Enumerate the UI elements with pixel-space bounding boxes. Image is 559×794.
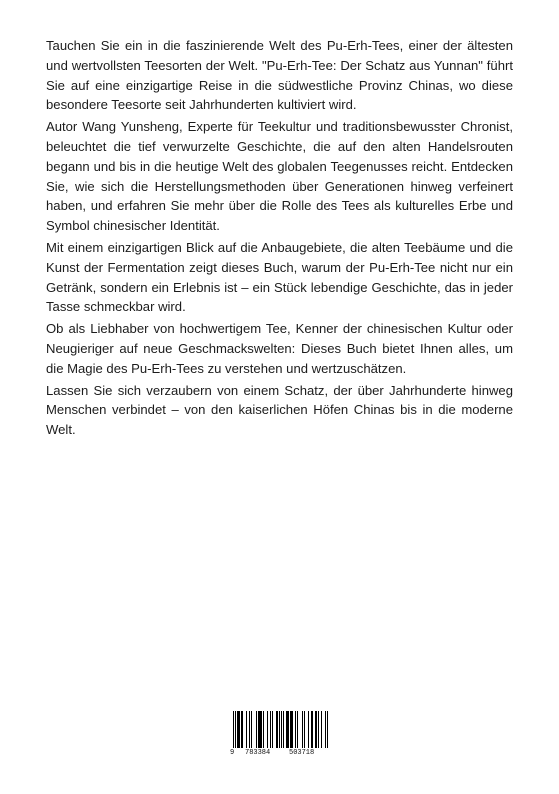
barcode-bar (311, 711, 312, 749)
barcode-bar (259, 711, 260, 749)
isbn-prefix: 9 (230, 749, 235, 757)
isbn-group-2: 503718 (289, 749, 315, 757)
barcode-bar (308, 711, 309, 749)
barcode-bar (246, 711, 247, 749)
barcode-bar (287, 711, 288, 749)
barcode-bar (241, 711, 242, 749)
barcode-bar (261, 711, 262, 749)
barcode-bar (272, 711, 273, 749)
isbn-barcode (229, 711, 330, 759)
barcode-bar (239, 711, 240, 749)
barcode-bar (242, 711, 243, 749)
barcode-bar (260, 711, 261, 749)
barcode-bar (258, 711, 259, 749)
barcode-bar (283, 711, 284, 749)
isbn-number (229, 748, 330, 759)
barcode-bar (316, 711, 317, 749)
barcode-bar (297, 711, 298, 749)
description-paragraph-4: Ob als Liebhaber von hochwertigem Tee, Kenner der chinesischen Kultur oder Neugieriger auf neue Geschmackswelten: Dieses Buch bietet Ihnen alles, um die Magie des Pu-Erh-Tees zu verstehen und wertzuschätzen. (46, 321, 513, 376)
barcode-bar (295, 711, 296, 749)
barcode-bar (267, 711, 268, 749)
description-paragraph-2: Autor Wang Yunsheng, Experte für Teekultur und traditionsbewusster Chronist, beleuchtet die tief verwurzelte Geschichte, die auf den alten Handelsrouten begann und bis in die heutige Welt des globalen Teegenusses reicht. Entdecken Sie, wie sich die Herstellungsmethoden über Generationen hinweg verfeinert haben, und erfahren Sie mehr über die Rolle des Tees als kulturelles Erbe und Symbol chinesischer Identität. (46, 119, 513, 234)
barcode-bar (315, 711, 316, 749)
barcode-bar (291, 711, 292, 749)
barcode-bar (237, 711, 238, 749)
barcode-bar (312, 711, 313, 749)
barcode-bar (304, 711, 305, 749)
barcode-bar (270, 711, 271, 749)
description-paragraph-1: Tauchen Sie ein in die faszinierende Welt des Pu-Erh-Tees, einer der ältesten und wertvollsten Teesorten der Welt. "Pu-Erh-Tee: Der Schatz aus Yunnan" führt Sie auf eine einzigartige Reise in die südwestliche Provinz Chinas, wo diese besondere Teesorte seit Jahrhunderten kultiviert wird. (46, 38, 513, 113)
barcode-bar (238, 711, 239, 749)
barcode-bar (292, 711, 293, 749)
barcode-bar (290, 711, 291, 749)
barcode-bar (256, 711, 257, 749)
barcode-bar (251, 711, 252, 749)
barcode-bar (276, 711, 277, 749)
barcode-bar (277, 711, 278, 749)
barcode-bar (318, 711, 319, 749)
barcode-bar (263, 711, 264, 749)
barcode-bar (302, 711, 303, 749)
description-paragraph-5: Lassen Sie sich verzaubern von einem Schatz, der über Jahrhunderte hinweg Menschen verbindet – von den kaiserlichen Höfen Chinas bis in die moderne Welt. (46, 382, 513, 438)
barcode-bar (288, 711, 289, 749)
isbn-group-1: 783384 (245, 749, 271, 757)
back-cover-description (46, 36, 513, 442)
barcode-bar (286, 711, 287, 749)
barcode-bar (321, 711, 322, 749)
barcode-bar (249, 711, 250, 749)
description-paragraph-3: Mit einem einzigartigen Blick auf die Anbaugebiete, die alten Teebäume und die Kunst der Fermentation zeigt dieses Buch, warum der Pu-Erh-Tee nicht nur ein Getränk, sondern ein Erlebnis ist – ein Stück lebendige Geschichte, das in jeder Tasse schmeckbar wird. (46, 239, 513, 315)
